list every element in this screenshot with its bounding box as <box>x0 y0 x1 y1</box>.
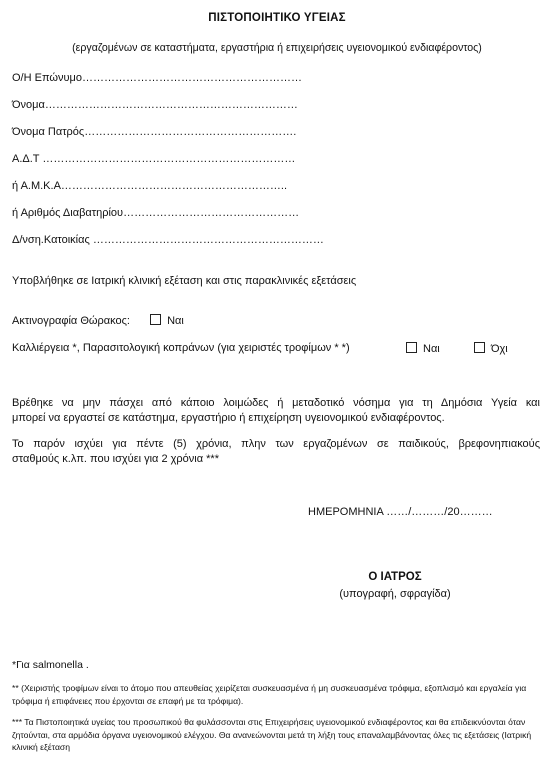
culture-no-label: Όχι <box>491 343 508 355</box>
doctor-signature-note: (υπογραφή, σφραγίδα) <box>339 588 451 600</box>
culture-yes-option <box>406 342 440 355</box>
field-address[interactable]: Δ/νση.Κατοικίας ……………………………………………………… <box>12 234 324 246</box>
document-subtitle: (εργαζομένων σε καταστήματα, εργαστήρια ή επιχειρήσεις υγειονομικού ενδιαφέροντος) <box>72 42 482 54</box>
field-amka[interactable]: ή Α.Μ.Κ.Α…………………………………………………….. <box>12 180 288 192</box>
doctor-title: Ο ΙΑΤΡΟΣ <box>368 571 422 583</box>
footnote-storage: *** Τα Πιστοποιητικά υγείας του προσωπικού θα φυλάσσονται στις Επιχειρήσεις υγειονομικού ενδιαφέροντος και θα επιδεικνύονται όταν ζητούνται, στα αρμόδια όργανα υγειονομικού ελέγχου. Θα ανανεώνονται μετά τη λήξη τους επαναλαμβάνοντας όλες τις εξετάσεις (Ιατρική κλινική εξέταση <box>12 717 532 752</box>
field-passport[interactable]: ή Αριθμός Διαβατηρίου………………………………………… <box>12 207 300 219</box>
field-id-card[interactable]: Α.Δ.Τ …………………………………………………………… <box>12 153 296 165</box>
field-surname[interactable]: Ο/Η Επώνυμο…………………………………………………… <box>12 72 302 84</box>
xray-row <box>12 314 184 327</box>
finding-line-2: μπορεί να εργαστεί σε κατάστημα, εργαστήριο ή επιχείρηση υγειονομικού ενδιαφέροντος. <box>12 411 445 424</box>
finding-paragraph <box>12 396 540 425</box>
field-father-name[interactable]: Όνομα Πατρός…………………………………………………. <box>12 126 297 138</box>
xray-label: Ακτινογραφία Θώρακος: <box>12 315 130 327</box>
culture-yes-checkbox[interactable] <box>406 342 417 353</box>
validity-line-1: Το παρόν ισχύει για πέντε (5) χρόνια, πλην των εργαζομένων σε παιδικούς, βρεφονηπιακούς <box>12 438 540 450</box>
culture-label: Καλλιέργεια *, Παρασιτολογική κοπράνων (για χειριστές τροφίμων * *) <box>12 342 350 354</box>
document-title: ΠΙΣΤΟΠΟΙΗΤΙΚΟ ΥΓΕΙΑΣ <box>208 12 346 24</box>
field-name[interactable]: Όνομα…………………………………………………………… <box>12 99 298 111</box>
finding-line-1: Βρέθηκε να μην πάσχει από κάποιο λοιμώδες ή μεταδοτικό νόσημα για τη Δημόσια Υγεία και <box>12 397 540 409</box>
footnote-salmonella: *Για salmonella . <box>12 659 89 671</box>
culture-no-option <box>474 342 508 355</box>
validity-line-2: σταθμούς κ.λπ. που ισχύει για 2 χρόνια *** <box>12 452 219 465</box>
validity-paragraph <box>12 437 540 466</box>
xray-yes-checkbox[interactable] <box>150 314 161 325</box>
footnote-food-handlers: ** (Χειριστής τροφίμων είναι το άτομο που απευθείας χειρίζεται συσκευασμένα ή μη συσκευασμένα τρόφιμα, εξοπλισμό και εργαλεία για τρόφιμα ή επιφάνειες που έρχονται σε επαφή με τα τρόφιμα). <box>12 683 527 706</box>
culture-no-checkbox[interactable] <box>474 342 485 353</box>
exam-statement: Υποβλήθηκε σε Ιατρική κλινική εξέταση και στις παρακλινικές εξετάσεις <box>12 275 357 287</box>
date-field[interactable]: ΗΜΕΡΟΜΗΝΙΑ ……/………/20……… <box>308 506 493 518</box>
culture-yes-label: Ναι <box>423 343 440 355</box>
xray-yes-label: Ναι <box>167 315 184 327</box>
